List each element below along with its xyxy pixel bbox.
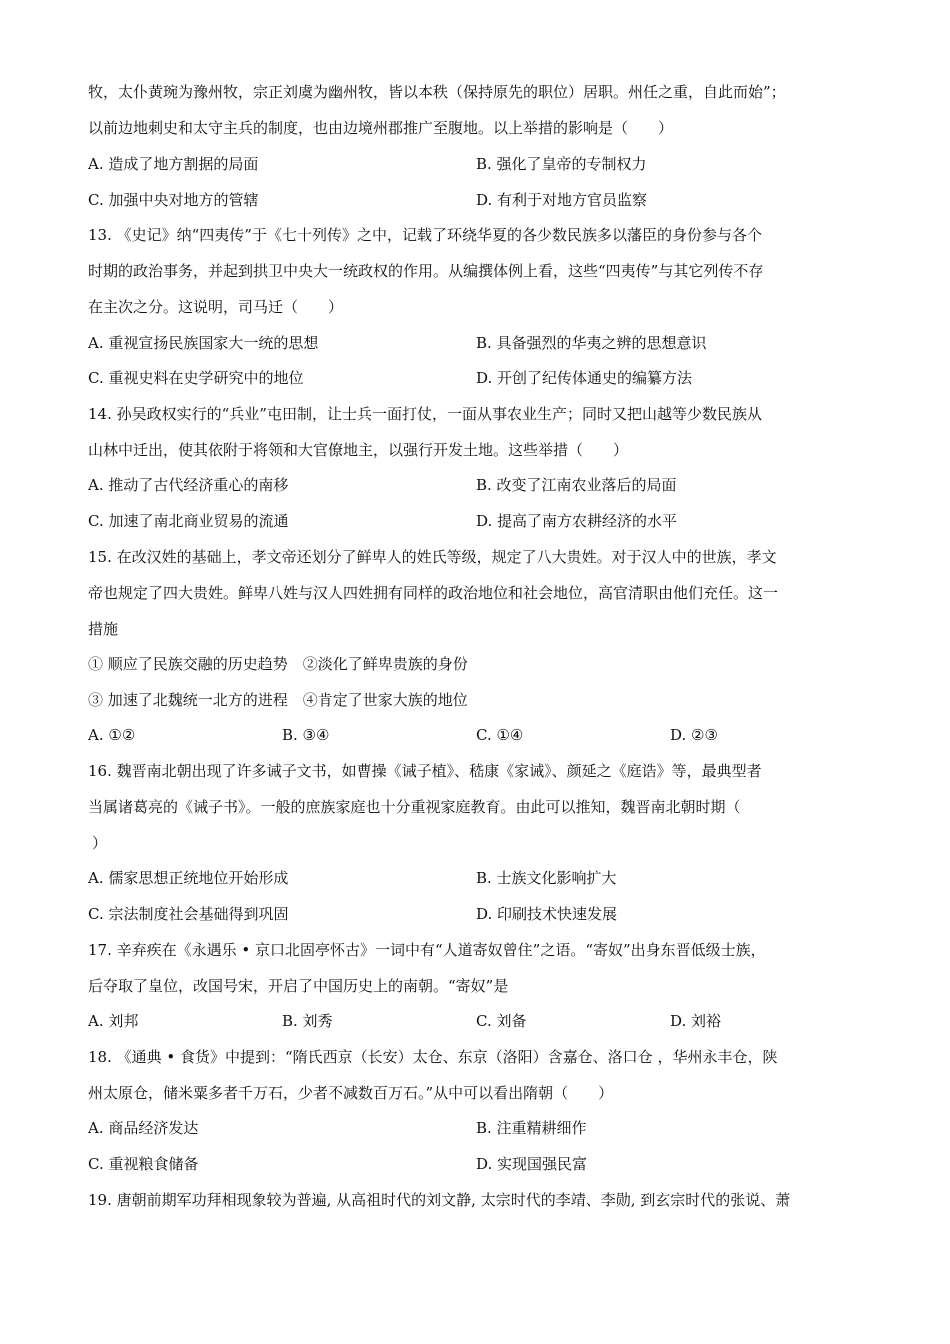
q15-option-d: D. ②③ <box>670 726 718 744</box>
q18-option-d: D. 实现国强民富 <box>476 1155 588 1173</box>
q14-option-a: A. 推动了古代经济重心的南移 <box>88 476 289 494</box>
q16-option-c: C. 宗法制度社会基础得到巩固 <box>88 905 289 923</box>
q18-option-b: B. 注重精耕细作 <box>476 1119 587 1137</box>
q12-line-2: 以前边地刺史和太守主兵的制度，也由边境州郡推广至腹地。以上举措的影响是（ ） <box>88 119 674 137</box>
q13-line-2: 时期的政治事务，并起到拱卫中央大一统政权的作用。从编撰体例上看，这些“四夷传”与其它列传不存 <box>88 262 764 280</box>
q15-option-c: C. ①④ <box>476 726 524 744</box>
q12-option-b: B. 强化了皇帝的专制权力 <box>476 155 647 173</box>
q16-line-1: 16. 魏晋南北朝出现了许多诫子文书，如曹操《诫子植》、嵇康《家诫》、颜延之《庭诰》等，最典型者 <box>88 762 762 780</box>
q19-line-1: 19. 唐朝前期军功拜相现象较为普遍, 从高祖时代的刘文静, 太宗时代的李靖、李勋, 到玄宗时代的张说、萧 <box>88 1191 791 1209</box>
q18-line-1: 18. 《通典 • 食货》中提到：“隋氏西京（长安）太仓、东京（洛阳）含嘉仓、洛口仓 ，华州永丰仓，陕 <box>88 1048 778 1066</box>
q14-option-c: C. 加速了南北商业贸易的流通 <box>88 512 289 530</box>
q12-line-1: 牧，太仆黄琬为豫州牧，宗正刘虞为幽州牧，皆以本秩（保持原先的职位）居职。州任之重，自此而始”； <box>88 83 786 101</box>
q15-statements-1: ① 顺应了民族交融的历史趋势 ②淡化了鲜卑贵族的身份 <box>88 655 468 673</box>
q18-option-c: C. 重视粮食储备 <box>88 1155 199 1173</box>
q17-option-a: A. 刘邦 <box>88 1012 139 1030</box>
q18-line-2: 州太原仓，储米粟多者千万石，少者不减数百万石。”从中可以看出隋朝（ ） <box>88 1084 614 1102</box>
q12-option-d: D. 有利于对地方官员监察 <box>476 191 648 209</box>
q17-line-2: 后夺取了皇位，改国号宋，开启了中国历史上的南朝。“寄奴”是 <box>88 977 509 995</box>
q15-option-b: B. ③④ <box>282 726 330 744</box>
q14-option-d: D. 提高了南方农耕经济的水平 <box>476 512 678 530</box>
q13-option-b: B. 具备强烈的华夷之辨的思想意识 <box>476 334 707 352</box>
q12-option-c: C. 加强中央对地方的管辖 <box>88 191 259 209</box>
q15-statements-2: ③ 加速了北魏统一北方的进程 ④肯定了世家大族的地位 <box>88 691 468 709</box>
q18-option-a: A. 商品经济发达 <box>88 1119 199 1137</box>
q14-line-1: 14. 孙吴政权实行的“兵业”屯田制，让士兵一面打仗，一面从事农业生产；同时又把山越等少数民族从 <box>88 405 762 423</box>
q13-option-c: C. 重视史料在史学研究中的地位 <box>88 369 304 387</box>
q17-option-b: B. 刘秀 <box>282 1012 333 1030</box>
q14-option-b: B. 改变了江南农业落后的局面 <box>476 476 677 494</box>
q16-line-3: ） <box>92 834 108 852</box>
q16-line-2: 当属诸葛亮的《诫子书》。一般的庶族家庭也十分重视家庭教育。由此可以推知，魏晋南北朝时期（ <box>88 798 741 816</box>
q14-line-2: 山林中迁出，使其依附于将领和大官僚地主，以强行开发土地。这些举措（ ） <box>88 441 629 459</box>
q15-line-1: 15. 在改汉姓的基础上，孝文帝还划分了鲜卑人的姓氏等级，规定了八大贵姓。对于汉人中的世族，孝文 <box>88 548 777 566</box>
q13-option-d: D. 开创了纪传体通史的编纂方法 <box>476 369 693 387</box>
q13-option-a: A. 重视宣扬民族国家大一统的思想 <box>88 334 319 352</box>
q17-line-1: 17. 辛弃疾在《永遇乐 • 京口北固亭怀古》一词中有“人道寄奴曾住”之语。“寄奴”出身东晋低级士族， <box>88 941 766 959</box>
q13-line-3: 在主次之分。这说明，司马迁（ ） <box>88 298 344 316</box>
q17-option-d: D. 刘裕 <box>670 1012 722 1030</box>
q12-option-a: A. 造成了地方割据的局面 <box>88 155 259 173</box>
q16-option-b: B. 士族文化影响扩大 <box>476 869 617 887</box>
q15-option-a: A. ①② <box>88 726 136 744</box>
q15-line-3: 措施 <box>88 620 119 638</box>
q16-option-a: A. 儒家思想正统地位开始形成 <box>88 869 289 887</box>
q16-option-d: D. 印刷技术快速发展 <box>476 905 618 923</box>
q13-line-1: 13. 《史记》纳“四夷传”于《七十列传》之中，记载了环绕华夏的各少数民族多以藩臣的身份参与各个 <box>88 226 762 244</box>
q15-line-2: 帝也规定了四大贵姓。鲜卑八姓与汉人四姓拥有同样的政治地位和社会地位，高官清职由他们充任。这一 <box>88 584 779 602</box>
q17-option-c: C. 刘备 <box>476 1012 527 1030</box>
